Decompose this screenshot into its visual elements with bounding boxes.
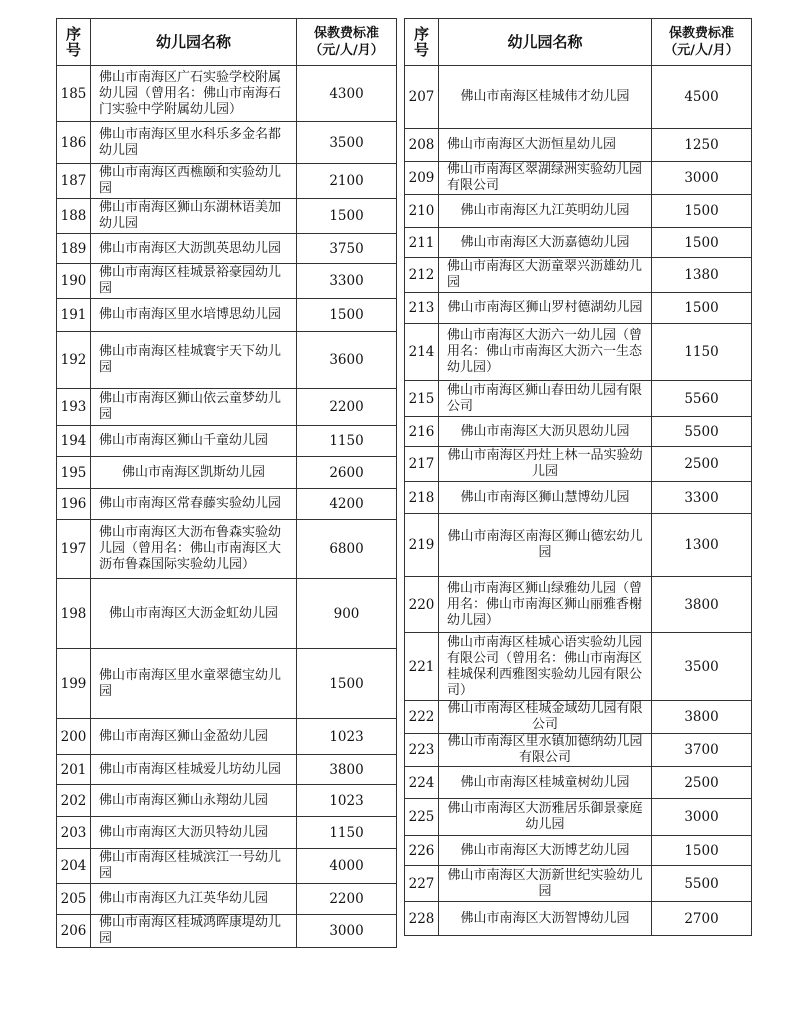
header-fee-line2: （元/人/月） <box>309 43 384 58</box>
name-cell: 佛山市南海区常春藤实验幼儿园 <box>91 489 297 520</box>
fee-cell: 2600 <box>297 457 397 489</box>
table-row <box>57 122 397 164</box>
fee-cell: 3800 <box>652 701 752 734</box>
table-row <box>405 66 752 129</box>
table-row <box>405 701 752 734</box>
seq-cell: 186 <box>57 122 91 164</box>
name-cell: 佛山市南海区大沥六一幼儿园（曾用名：佛山市南海区大沥六一生态幼儿园） <box>439 324 652 381</box>
seq-cell: 222 <box>405 701 439 734</box>
table-row <box>57 817 397 849</box>
table-row <box>405 447 752 482</box>
seq-cell: 209 <box>405 162 439 195</box>
fee-cell: 6800 <box>297 520 397 579</box>
name-cell: 佛山市南海区桂城滨江一号幼儿园 <box>91 849 297 884</box>
seq-cell: 228 <box>405 902 439 936</box>
table-row <box>57 755 397 785</box>
table-row <box>405 577 752 633</box>
name-cell: 佛山市南海区大沥博艺幼儿园 <box>439 836 652 866</box>
seq-cell: 194 <box>57 426 91 457</box>
fee-cell: 2200 <box>297 389 397 426</box>
table-row <box>405 734 752 767</box>
fee-cell: 3750 <box>297 234 397 264</box>
name-cell: 佛山市南海区狮山永翔幼儿园 <box>91 785 297 817</box>
seq-cell: 195 <box>57 457 91 489</box>
header-fee <box>652 19 752 66</box>
seq-cell: 214 <box>405 324 439 381</box>
name-cell: 佛山市南海区桂城心语实验幼儿园有限公司（曾用名：佛山市南海区桂城保利西雅图实验幼儿园有限公司） <box>439 633 652 701</box>
name-cell: 佛山市南海区桂城爱儿坊幼儿园 <box>91 755 297 785</box>
name-cell: 佛山市南海区桂城鸿晖康堤幼儿园 <box>91 915 297 948</box>
fee-cell: 1023 <box>297 719 397 755</box>
name-cell: 佛山市南海区狮山金盈幼儿园 <box>91 719 297 755</box>
seq-cell: 218 <box>405 482 439 514</box>
fee-cell: 1500 <box>652 293 752 324</box>
seq-cell: 216 <box>405 417 439 447</box>
fee-cell: 4000 <box>297 849 397 884</box>
seq-cell: 212 <box>405 258 439 293</box>
table-row <box>57 649 397 719</box>
name-cell: 佛山市南海区大沥嘉德幼儿园 <box>439 228 652 258</box>
seq-cell: 189 <box>57 234 91 264</box>
fee-cell: 5500 <box>652 866 752 902</box>
fee-cell: 3600 <box>297 332 397 389</box>
table-row <box>57 520 397 579</box>
name-cell: 佛山市南海区里水科乐多金名都幼儿园 <box>91 122 297 164</box>
table-row <box>405 129 752 162</box>
seq-cell: 205 <box>57 884 91 915</box>
name-cell: 佛山市南海区大沥凯英思幼儿园 <box>91 234 297 264</box>
name-cell: 佛山市南海区大沥贝恩幼儿园 <box>439 417 652 447</box>
seq-cell: 192 <box>57 332 91 389</box>
name-cell: 佛山市南海区大沥布鲁森实验幼儿园（曾用名：佛山市南海区大沥布鲁森国际实验幼儿园） <box>91 520 297 579</box>
seq-cell: 187 <box>57 164 91 199</box>
table-row <box>57 785 397 817</box>
seq-cell: 188 <box>57 199 91 234</box>
seq-cell: 190 <box>57 264 91 299</box>
fee-table-right <box>404 18 752 936</box>
name-cell: 佛山市南海区大沥雅居乐御景豪庭幼儿园 <box>439 799 652 836</box>
seq-cell: 206 <box>57 915 91 948</box>
fee-table-left <box>56 18 397 948</box>
table-row <box>57 299 397 332</box>
seq-cell: 227 <box>405 866 439 902</box>
fee-cell: 2200 <box>297 884 397 915</box>
seq-cell: 200 <box>57 719 91 755</box>
header-row <box>57 19 397 66</box>
fee-cell: 1500 <box>297 299 397 332</box>
seq-cell: 193 <box>57 389 91 426</box>
table-row <box>57 389 397 426</box>
fee-cell: 1380 <box>652 258 752 293</box>
table-row <box>57 234 397 264</box>
seq-cell: 220 <box>405 577 439 633</box>
seq-cell: 215 <box>405 381 439 417</box>
seq-cell: 210 <box>405 195 439 228</box>
fee-cell: 2500 <box>652 447 752 482</box>
seq-cell: 225 <box>405 799 439 836</box>
seq-cell: 191 <box>57 299 91 332</box>
name-cell: 佛山市南海区狮山东湖林语美加幼儿园 <box>91 199 297 234</box>
table-row <box>57 264 397 299</box>
header-fee <box>297 19 397 66</box>
table-row <box>405 417 752 447</box>
table-row <box>405 514 752 577</box>
table-row <box>57 849 397 884</box>
seq-cell: 211 <box>405 228 439 258</box>
fee-cell: 2500 <box>652 767 752 799</box>
name-cell: 佛山市南海区大沥智博幼儿园 <box>439 902 652 936</box>
seq-cell: 224 <box>405 767 439 799</box>
table-row <box>405 195 752 228</box>
fee-cell: 1500 <box>652 836 752 866</box>
name-cell: 佛山市南海区狮山慧博幼儿园 <box>439 482 652 514</box>
name-cell: 佛山市南海区大沥新世纪实验幼儿园 <box>439 866 652 902</box>
table-row <box>57 332 397 389</box>
name-cell: 佛山市南海区狮山罗村德湖幼儿园 <box>439 293 652 324</box>
fee-cell: 5560 <box>652 381 752 417</box>
name-cell: 佛山市南海区狮山千童幼儿园 <box>91 426 297 457</box>
table-row <box>57 457 397 489</box>
fee-cell: 1023 <box>297 785 397 817</box>
table-row <box>57 426 397 457</box>
name-cell: 佛山市南海区桂城伟才幼儿园 <box>439 66 652 129</box>
fee-cell: 4300 <box>297 66 397 122</box>
table-row <box>405 866 752 902</box>
fee-cell: 1300 <box>652 514 752 577</box>
name-cell: 佛山市南海区西樵颐和实验幼儿园 <box>91 164 297 199</box>
name-cell: 佛山市南海区凯斯幼儿园 <box>91 457 297 489</box>
table-row <box>57 579 397 649</box>
name-cell: 佛山市南海区广石实验学校附属幼儿园（曾用名：佛山市南海石门实验中学附属幼儿园） <box>91 66 297 122</box>
name-cell: 佛山市南海区里水童翠德宝幼儿园 <box>91 649 297 719</box>
table-row <box>405 799 752 836</box>
name-cell: 佛山市南海区桂城景裕豪园幼儿园 <box>91 264 297 299</box>
fee-cell: 1150 <box>297 817 397 849</box>
seq-cell: 223 <box>405 734 439 767</box>
table-row <box>405 162 752 195</box>
fee-cell: 1500 <box>297 199 397 234</box>
name-cell: 佛山市南海区桂城金域幼儿园有限公司 <box>439 701 652 734</box>
name-cell: 佛山市南海区翠湖绿洲实验幼儿园有限公司 <box>439 162 652 195</box>
table-row <box>405 836 752 866</box>
seq-cell: 185 <box>57 66 91 122</box>
name-cell: 佛山市南海区大沥贝特幼儿园 <box>91 817 297 849</box>
fee-cell: 3500 <box>652 633 752 701</box>
header-name: 幼儿园名称 <box>439 19 652 66</box>
seq-cell: 208 <box>405 129 439 162</box>
name-cell: 佛山市南海区里水镇加德纳幼儿园有限公司 <box>439 734 652 767</box>
table-row <box>405 324 752 381</box>
name-cell: 佛山市南海区南海区狮山德宏幼儿园 <box>439 514 652 577</box>
fee-cell: 3000 <box>297 915 397 948</box>
fee-cell: 1150 <box>297 426 397 457</box>
table-row <box>405 293 752 324</box>
fee-cell: 3000 <box>652 799 752 836</box>
fee-cell: 4200 <box>297 489 397 520</box>
name-cell: 佛山市南海区九江英华幼儿园 <box>91 884 297 915</box>
seq-cell: 217 <box>405 447 439 482</box>
fee-cell: 3800 <box>297 755 397 785</box>
fee-cell: 3700 <box>652 734 752 767</box>
fee-cell: 3000 <box>652 162 752 195</box>
table-row <box>57 719 397 755</box>
table-row <box>405 258 752 293</box>
name-cell: 佛山市南海区桂城童树幼儿园 <box>439 767 652 799</box>
name-cell: 佛山市南海区大沥童翠兴沥雄幼儿园 <box>439 258 652 293</box>
table-row <box>57 164 397 199</box>
fee-cell: 3500 <box>297 122 397 164</box>
fee-cell: 1500 <box>652 228 752 258</box>
name-cell: 佛山市南海区狮山依云童梦幼儿园 <box>91 389 297 426</box>
table-row <box>57 489 397 520</box>
name-cell: 佛山市南海区狮山绿雅幼儿园（曾用名：佛山市南海区狮山丽雅香榭幼儿园） <box>439 577 652 633</box>
header-row <box>405 19 752 66</box>
fee-cell: 4500 <box>652 66 752 129</box>
name-cell: 佛山市南海区里水培博思幼儿园 <box>91 299 297 332</box>
seq-cell: 221 <box>405 633 439 701</box>
table-row <box>405 767 752 799</box>
fee-cell: 2100 <box>297 164 397 199</box>
fee-cell: 5500 <box>652 417 752 447</box>
header-fee-line1: 保教费标准 <box>668 26 734 41</box>
name-cell: 佛山市南海区狮山春田幼儿园有限公司 <box>439 381 652 417</box>
name-cell: 佛山市南海区大沥恒星幼儿园 <box>439 129 652 162</box>
header-fee-line2: （元/人/月） <box>664 43 739 58</box>
table-row <box>405 228 752 258</box>
fee-cell: 1500 <box>297 649 397 719</box>
name-cell: 佛山市南海区大沥金虹幼儿园 <box>91 579 297 649</box>
table-row <box>57 884 397 915</box>
header-seq: 序号 <box>57 19 91 66</box>
seq-cell: 219 <box>405 514 439 577</box>
table-row <box>405 902 752 936</box>
fee-cell: 1500 <box>652 195 752 228</box>
name-cell: 佛山市南海区桂城寰宇天下幼儿园 <box>91 332 297 389</box>
table-row <box>405 633 752 701</box>
header-name: 幼儿园名称 <box>91 19 297 66</box>
seq-cell: 198 <box>57 579 91 649</box>
table-row <box>405 482 752 514</box>
header-seq: 序号 <box>405 19 439 66</box>
seq-cell: 199 <box>57 649 91 719</box>
seq-cell: 207 <box>405 66 439 129</box>
name-cell: 佛山市南海区九江英明幼儿园 <box>439 195 652 228</box>
fee-cell: 1250 <box>652 129 752 162</box>
seq-cell: 196 <box>57 489 91 520</box>
fee-cell: 1150 <box>652 324 752 381</box>
header-fee-line1: 保教费标准 <box>313 26 379 41</box>
seq-cell: 213 <box>405 293 439 324</box>
name-cell: 佛山市南海区丹灶上林一品实验幼儿园 <box>439 447 652 482</box>
table-row <box>57 199 397 234</box>
seq-cell: 203 <box>57 817 91 849</box>
seq-cell: 197 <box>57 520 91 579</box>
fee-cell: 2700 <box>652 902 752 936</box>
seq-cell: 226 <box>405 836 439 866</box>
fee-cell: 3300 <box>297 264 397 299</box>
seq-cell: 202 <box>57 785 91 817</box>
table-row <box>57 915 397 948</box>
table-row <box>405 381 752 417</box>
fee-cell: 3800 <box>652 577 752 633</box>
fee-cell: 3300 <box>652 482 752 514</box>
seq-cell: 204 <box>57 849 91 884</box>
table-row <box>57 66 397 122</box>
fee-cell: 900 <box>297 579 397 649</box>
seq-cell: 201 <box>57 755 91 785</box>
